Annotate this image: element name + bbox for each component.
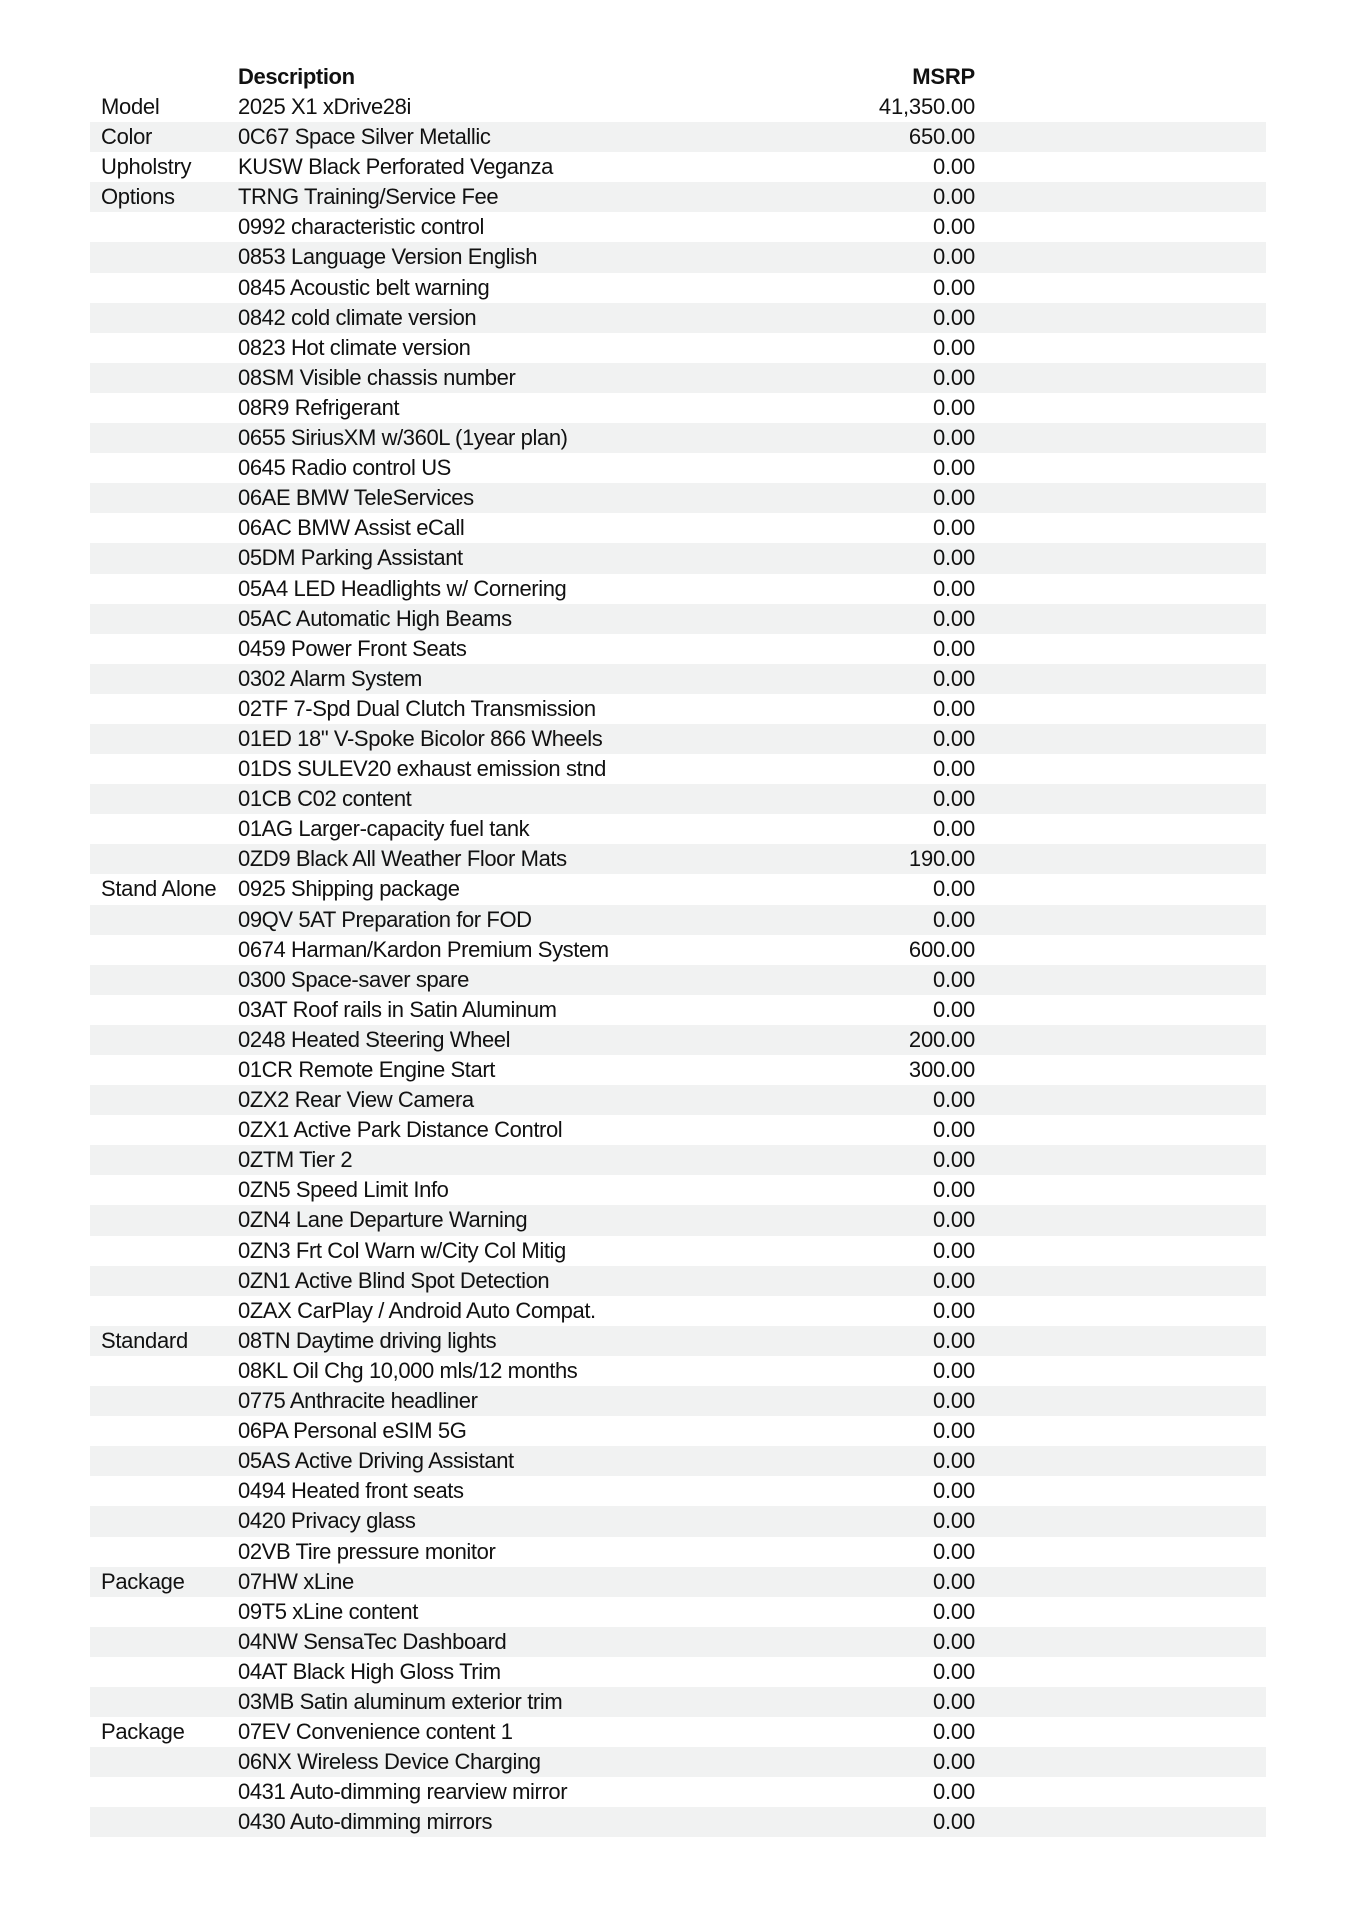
row-description: 0494 Heated front seats bbox=[238, 1478, 464, 1504]
row-description: 0ZN1 Active Blind Spot Detection bbox=[238, 1267, 550, 1293]
table-row bbox=[90, 303, 1266, 333]
row-description: 0431 Auto-dimming rearview mirror bbox=[238, 1779, 568, 1805]
row-msrp: 0.00 bbox=[932, 1809, 975, 1835]
row-msrp: 0.00 bbox=[932, 1357, 975, 1383]
table-row bbox=[90, 1747, 1266, 1777]
row-msrp: 0.00 bbox=[932, 1327, 975, 1353]
row-msrp: 300.00 bbox=[908, 1057, 975, 1082]
table-row bbox=[90, 634, 1266, 664]
table-row bbox=[90, 814, 1266, 844]
row-description: 0ZAX CarPlay / Android Auto Compat. bbox=[238, 1297, 596, 1323]
row-category: Package bbox=[101, 1568, 185, 1594]
row-msrp: 0.00 bbox=[932, 1568, 975, 1594]
row-description: 02VB Tire pressure monitor bbox=[238, 1538, 496, 1564]
row-msrp: 0.00 bbox=[932, 1117, 975, 1143]
row-msrp: 0.00 bbox=[932, 184, 975, 210]
row-description: 04NW SensaTec Dashboard bbox=[238, 1628, 507, 1654]
table-row bbox=[90, 1657, 1266, 1687]
row-msrp: 0.00 bbox=[932, 1719, 975, 1745]
table-row bbox=[90, 1205, 1266, 1235]
table-row bbox=[90, 664, 1266, 694]
table-row bbox=[90, 1266, 1266, 1296]
table-row bbox=[90, 995, 1266, 1025]
row-msrp: 0.00 bbox=[932, 1388, 975, 1414]
row-category: Stand Alone bbox=[101, 876, 217, 902]
row-description: 05AS Active Driving Assistant bbox=[238, 1448, 514, 1474]
row-msrp: 0.00 bbox=[932, 816, 975, 842]
row-msrp: 0.00 bbox=[932, 605, 975, 631]
table-row bbox=[90, 1025, 1266, 1055]
row-description: 02TF 7-Spd Dual Clutch Transmission bbox=[238, 695, 596, 721]
row-description: 0248 Heated Steering Wheel bbox=[238, 1026, 511, 1052]
row-msrp: 0.00 bbox=[932, 665, 975, 691]
table-row bbox=[90, 574, 1266, 604]
table-row bbox=[90, 393, 1266, 423]
row-msrp: 0.00 bbox=[932, 515, 975, 541]
row-description: 09T5 xLine content bbox=[238, 1598, 418, 1624]
row-description: 0430 Auto-dimming mirrors bbox=[238, 1809, 493, 1835]
table-row bbox=[90, 1537, 1266, 1567]
table-row bbox=[90, 122, 1266, 152]
row-msrp: 0.00 bbox=[932, 1538, 975, 1564]
row-msrp: 0.00 bbox=[932, 786, 975, 812]
table-row bbox=[90, 453, 1266, 483]
row-description: 05DM Parking Assistant bbox=[238, 545, 463, 571]
row-msrp: 0.00 bbox=[932, 334, 975, 360]
row-description: 0845 Acoustic belt warning bbox=[238, 274, 490, 300]
row-description: 04AT Black High Gloss Trim bbox=[238, 1658, 501, 1684]
row-msrp: 200.00 bbox=[908, 1026, 975, 1052]
row-description: 0823 Hot climate version bbox=[238, 334, 471, 360]
table-row bbox=[90, 1236, 1266, 1266]
row-description: 0459 Power Front Seats bbox=[238, 635, 467, 661]
table-row bbox=[90, 1807, 1266, 1837]
table-row bbox=[90, 92, 1266, 122]
row-msrp: 0.00 bbox=[932, 1478, 975, 1504]
row-description: 07EV Convenience content 1 bbox=[238, 1719, 513, 1745]
table-row bbox=[90, 333, 1266, 363]
row-msrp: 41,350.00 bbox=[878, 94, 975, 119]
row-description: 0302 Alarm System bbox=[238, 665, 422, 691]
row-description: 05AC Automatic High Beams bbox=[238, 605, 512, 631]
row-msrp: 0.00 bbox=[932, 274, 975, 300]
row-description: 2025 X1 xDrive28i bbox=[238, 94, 411, 119]
row-msrp: 0.00 bbox=[932, 635, 975, 661]
row-msrp: 0.00 bbox=[932, 1749, 975, 1775]
row-description: KUSW Black Perforated Veganza bbox=[238, 154, 553, 180]
row-msrp: 0.00 bbox=[932, 214, 975, 240]
table-body bbox=[90, 92, 1266, 1837]
table-row bbox=[90, 1175, 1266, 1205]
row-msrp: 0.00 bbox=[932, 1207, 975, 1233]
row-msrp: 600.00 bbox=[908, 936, 975, 962]
table-row bbox=[90, 1416, 1266, 1446]
row-msrp: 0.00 bbox=[932, 1688, 975, 1714]
table-row bbox=[90, 1446, 1266, 1476]
row-msrp: 0.00 bbox=[932, 1237, 975, 1263]
table-row bbox=[90, 513, 1266, 543]
table-row bbox=[90, 1687, 1266, 1717]
row-msrp: 0.00 bbox=[932, 1598, 975, 1624]
row-msrp: 0.00 bbox=[932, 1448, 975, 1474]
row-msrp: 0.00 bbox=[932, 996, 975, 1022]
row-msrp: 0.00 bbox=[932, 695, 975, 721]
row-msrp: 0.00 bbox=[932, 876, 975, 902]
row-category: Upholstry bbox=[101, 154, 192, 180]
price-sheet bbox=[90, 62, 1266, 1837]
row-msrp: 0.00 bbox=[932, 364, 975, 390]
row-description: 01DS SULEV20 exhaust emission stnd bbox=[238, 756, 606, 782]
row-msrp: 0.00 bbox=[932, 966, 975, 992]
row-description: 0ZD9 Black All Weather Floor Mats bbox=[238, 846, 567, 872]
table-row bbox=[90, 1115, 1266, 1145]
row-msrp: 0.00 bbox=[932, 575, 975, 601]
row-description: 06NX Wireless Device Charging bbox=[238, 1749, 541, 1775]
table-row bbox=[90, 1627, 1266, 1657]
row-category: Package bbox=[101, 1719, 185, 1745]
row-msrp: 0.00 bbox=[932, 1779, 975, 1805]
table-row bbox=[90, 965, 1266, 995]
table-row bbox=[90, 423, 1266, 453]
row-description: 06PA Personal eSIM 5G bbox=[238, 1418, 467, 1444]
row-msrp: 0.00 bbox=[932, 725, 975, 751]
row-msrp: 650.00 bbox=[908, 124, 975, 150]
row-description: 07HW xLine bbox=[238, 1568, 354, 1594]
row-description: 0ZX2 Rear View Camera bbox=[238, 1087, 474, 1113]
row-description: 0ZTM Tier 2 bbox=[238, 1147, 353, 1173]
row-description: 01ED 18" V-Spoke Bicolor 866 Wheels bbox=[238, 725, 603, 751]
table-row bbox=[90, 604, 1266, 634]
table-row bbox=[90, 1085, 1266, 1115]
row-msrp: 0.00 bbox=[932, 1297, 975, 1323]
row-msrp: 0.00 bbox=[932, 1658, 975, 1684]
table-row bbox=[90, 694, 1266, 724]
table-row bbox=[90, 844, 1266, 874]
table-row bbox=[90, 1717, 1266, 1747]
row-description: 01AG Larger-capacity fuel tank bbox=[238, 816, 530, 842]
row-description: 0C67 Space Silver Metallic bbox=[238, 124, 491, 150]
table-row bbox=[90, 1356, 1266, 1386]
row-msrp: 0.00 bbox=[932, 244, 975, 270]
row-description: 01CR Remote Engine Start bbox=[238, 1057, 495, 1082]
description-column-header: Description bbox=[238, 64, 355, 89]
row-description: 0655 SiriusXM w/360L (1year plan) bbox=[238, 425, 568, 451]
table-header bbox=[90, 62, 1266, 92]
table-row bbox=[90, 935, 1266, 965]
row-msrp: 0.00 bbox=[932, 1628, 975, 1654]
row-description: 0853 Language Version English bbox=[238, 244, 538, 270]
row-description: 08SM Visible chassis number bbox=[238, 364, 516, 390]
row-msrp: 0.00 bbox=[932, 455, 975, 481]
row-msrp: 0.00 bbox=[932, 304, 975, 330]
row-msrp: 0.00 bbox=[932, 485, 975, 511]
table-row bbox=[90, 1597, 1266, 1627]
table-row bbox=[90, 905, 1266, 935]
row-description: 06AE BMW TeleServices bbox=[238, 485, 474, 511]
row-msrp: 0.00 bbox=[932, 1418, 975, 1444]
table-row bbox=[90, 1296, 1266, 1326]
row-msrp: 0.00 bbox=[932, 1087, 975, 1113]
row-category: Standard bbox=[101, 1327, 188, 1353]
row-msrp: 0.00 bbox=[932, 545, 975, 571]
table-row bbox=[90, 1055, 1266, 1085]
table-row bbox=[90, 1567, 1266, 1597]
row-description: TRNG Training/Service Fee bbox=[238, 184, 499, 210]
row-msrp: 0.00 bbox=[932, 1508, 975, 1534]
row-description: 05A4 LED Headlights w/ Cornering bbox=[238, 575, 567, 601]
row-msrp: 0.00 bbox=[932, 1147, 975, 1173]
row-description: 0842 cold climate version bbox=[238, 304, 477, 330]
row-description: 08R9 Refrigerant bbox=[238, 394, 400, 420]
row-description: 0ZX1 Active Park Distance Control bbox=[238, 1117, 563, 1143]
table-row bbox=[90, 182, 1266, 212]
row-category: Color bbox=[101, 124, 153, 150]
table-row bbox=[90, 1777, 1266, 1807]
row-description: 0645 Radio control US bbox=[238, 455, 451, 481]
row-msrp: 0.00 bbox=[932, 906, 975, 932]
row-msrp: 0.00 bbox=[932, 425, 975, 451]
table-row bbox=[90, 754, 1266, 784]
row-msrp: 0.00 bbox=[932, 1177, 975, 1203]
table-row bbox=[90, 874, 1266, 904]
table-row bbox=[90, 212, 1266, 242]
row-msrp: 190.00 bbox=[908, 846, 975, 872]
row-msrp: 0.00 bbox=[932, 154, 975, 180]
row-description: 0775 Anthracite headliner bbox=[238, 1388, 478, 1414]
row-msrp: 0.00 bbox=[932, 394, 975, 420]
row-description: 0674 Harman/Kardon Premium System bbox=[238, 936, 609, 962]
table-row bbox=[90, 784, 1266, 814]
row-description: 0925 Shipping package bbox=[238, 876, 460, 902]
table-row bbox=[90, 1326, 1266, 1356]
row-description: 0992 characteristic control bbox=[238, 214, 484, 240]
row-category: Model bbox=[101, 94, 160, 119]
row-description: 0ZN5 Speed Limit Info bbox=[238, 1177, 449, 1203]
row-description: 0420 Privacy glass bbox=[238, 1508, 416, 1534]
table-row bbox=[90, 152, 1266, 182]
row-description: 01CB C02 content bbox=[238, 786, 412, 812]
row-description: 0ZN4 Lane Departure Warning bbox=[238, 1207, 528, 1233]
row-description: 09QV 5AT Preparation for FOD bbox=[238, 906, 532, 932]
row-description: 0300 Space-saver spare bbox=[238, 966, 469, 992]
table-row bbox=[90, 1506, 1266, 1536]
table-row bbox=[90, 242, 1266, 272]
row-category: Options bbox=[101, 184, 175, 210]
row-description: 08KL Oil Chg 10,000 mls/12 months bbox=[238, 1357, 578, 1383]
table-row bbox=[90, 724, 1266, 754]
table-row bbox=[90, 483, 1266, 513]
table-row bbox=[90, 1476, 1266, 1506]
table-row bbox=[90, 543, 1266, 573]
msrp-column-header: MSRP bbox=[912, 64, 975, 89]
row-description: 06AC BMW Assist eCall bbox=[238, 515, 465, 541]
table-row bbox=[90, 273, 1266, 303]
row-description: 0ZN3 Frt Col Warn w/City Col Mitig bbox=[238, 1237, 566, 1263]
table-row bbox=[90, 1145, 1266, 1175]
table-row bbox=[90, 363, 1266, 393]
row-msrp: 0.00 bbox=[932, 1267, 975, 1293]
table-row bbox=[90, 1386, 1266, 1416]
row-msrp: 0.00 bbox=[932, 756, 975, 782]
row-description: 03AT Roof rails in Satin Aluminum bbox=[238, 996, 557, 1022]
row-description: 03MB Satin aluminum exterior trim bbox=[238, 1688, 563, 1714]
row-description: 08TN Daytime driving lights bbox=[238, 1327, 497, 1353]
